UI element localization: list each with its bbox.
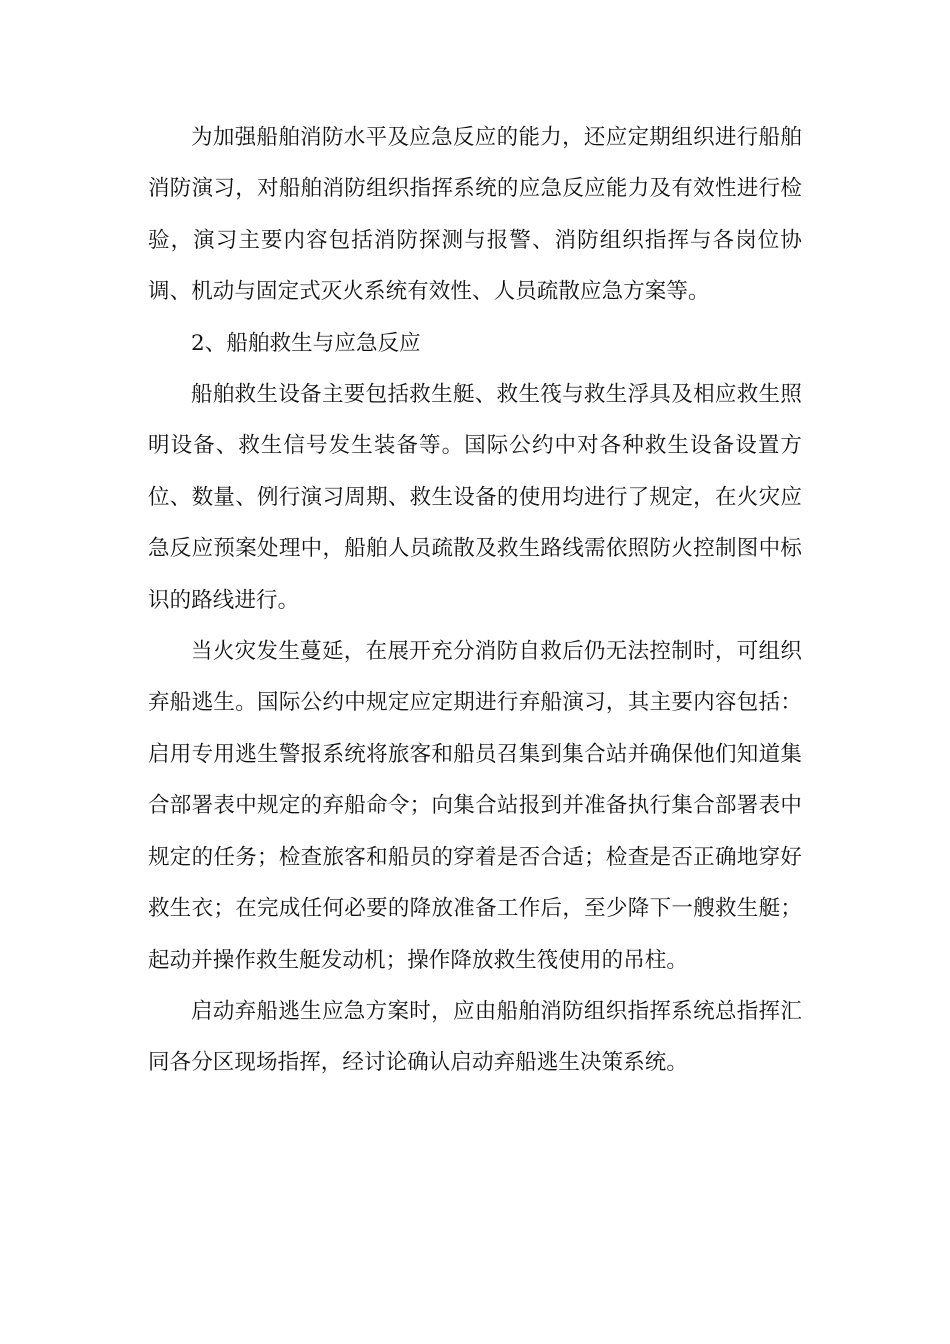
document-body bbox=[148, 112, 802, 1089]
paragraph-abandon-ship-drill: 当火灾发生蔓延，在展开充分消防自救后仍无法控制时，可组织弃船逃生。国际公约中规定应定期进行弃船演习，其主要内容包括：启用专用逃生警报系统将旅客和船员召集到集合站并确保他们知道集合部署表中规定的弃船命令；向集合站报到并准备执行集合部署表中规定的任务；检查旅客和船员的穿着是否合适；检查是否正确地穿好救生衣；在完成任何必要的降放准备工作后，至少降下一艘救生艇；起动并操作救生艇发动机；操作降放救生筏使用的吊柱。 bbox=[148, 639, 802, 973]
paragraph-abandon-ship-decision: 启动弃船逃生应急方案时，应由船舶消防组织指挥系统总指挥汇同各分区现场指挥，经讨论确认启动弃船逃生决策系统。 bbox=[148, 998, 802, 1076]
section-heading-lifesaving: 2、船舶救生与应急反应 bbox=[191, 330, 421, 356]
paragraph-fire-drill: 为加强船舶消防水平及应急反应的能力，还应定期组织进行船舶消防演习，对船舶消防组织指挥系统的应急反应能力及有效性进行检验，演习主要内容包括消防探测与报警、消防组织指挥与各岗位协调、机动与固定式灭火系统有效性、人员疏散应急方案等。 bbox=[148, 125, 802, 305]
paragraph-lifesaving-equipment: 船舶救生设备主要包括救生艇、救生筏与救生浮具及相应救生照明设备、救生信号发生装备等。国际公约中对各种救生设备设置方位、数量、例行演习周期、救生设备的使用均进行了规定，在火灾应急反应预案处理中，船舶人员疏散及救生路线需依照防火控制图中标识的路线进行。 bbox=[148, 382, 802, 613]
